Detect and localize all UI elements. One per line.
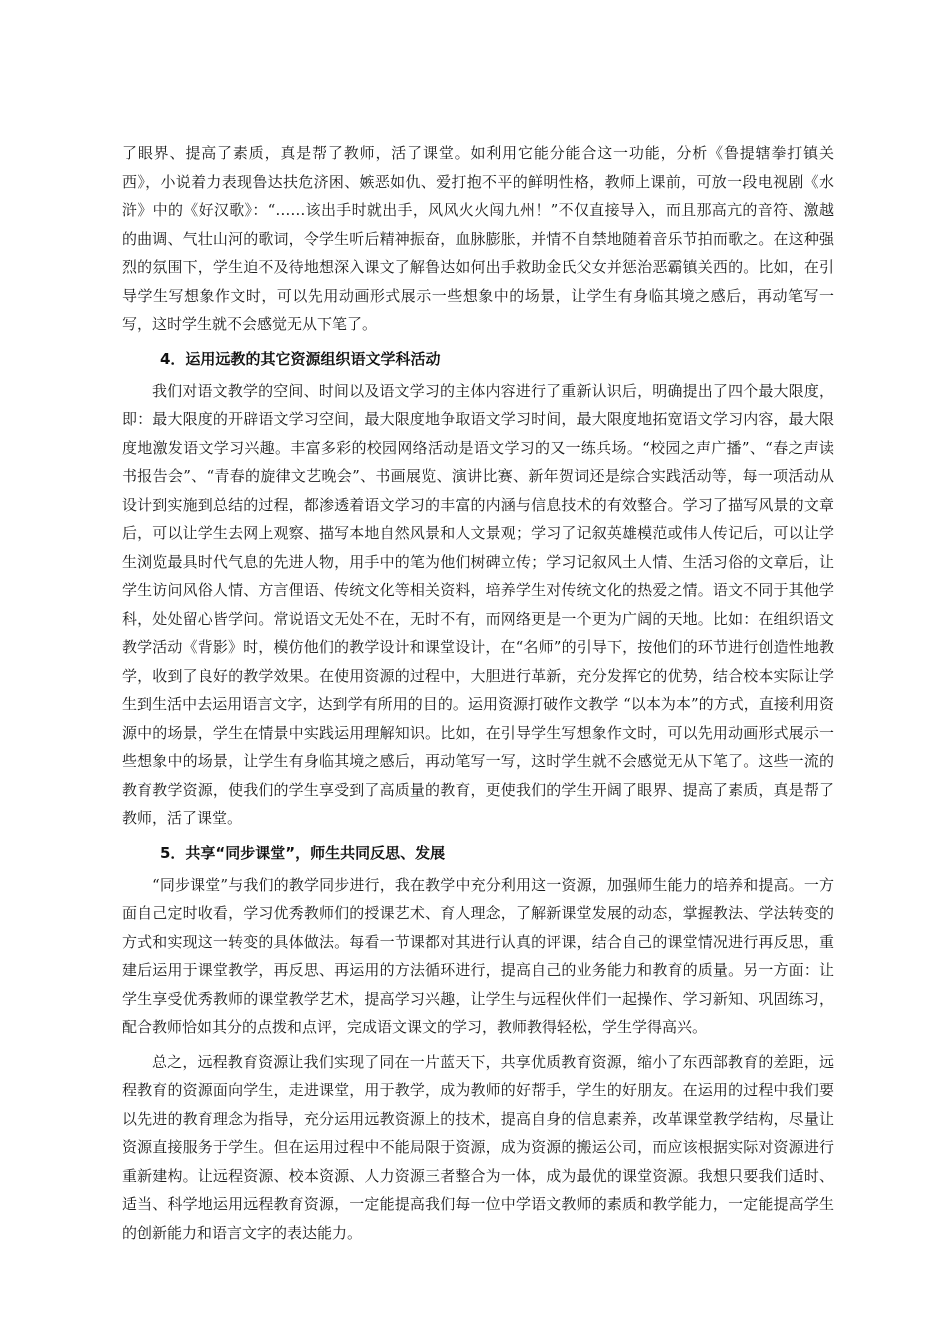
- paragraph-intro: 了眼界、提高了素质，真是帮了教师，活了课堂。如利用它能分能合这一功能，分析《鲁提辖拳打镇关西》，小说着力表现鲁达扶危济困、嫉恶如仇、爱打抱不平的鲜明性格，教师上课前，可放一段电视剧《水浒》中的《好汉歌》：“……该出手时就出手，风风火火闯九州！”不仅直接导入，而且那高亢的音符、激越的曲调、气壮山河的歌词，令学生听后精神振奋，血脉膨胀，并情不自禁地随着音乐节拍而歌之。在这种强烈的氛围下，学生迫不及待地想深入课文了解鲁达如何出手救助金氏父女并惩治恶霸镇关西的。比如，在引导学生写想象作文时，可以先用动画形式展示一些想象中的场景，让学生有身临其境之感后，再动笔写一写，这时学生就不会感觉无从下笔了。: [122, 144, 834, 333]
- paragraph-section-5: “同步课堂”与我们的教学同步进行，我在教学中充分利用这一资源，加强师生能力的培养和提高。一方面自己定时收看，学习优秀教师们的授课艺术、育人理念，了解新课堂发展的动态，掌握教法、学法转变的方式和实现这一转变的具体做法。每看一节课都对其进行认真的评课，结合自己的课堂情况进行再反思，重建后运用于课堂教学，再反思、再运用的方法循环进行，提高自己的业务能力和教育的质量。另一方面：让学生享受优秀教师的课堂教学艺术，提高学习兴趣，让学生与远程伙伴们一起操作、学习新知、巩固练习，配合教师恰如其分的点拨和点评，完成语文课文的学习，教师教得轻松，学生学得高兴。: [122, 875, 834, 1036]
- document-body: [122, 139, 834, 1247]
- paragraph-section-4: 我们对语文教学的空间、时间以及语文学习的主体内容进行了重新认识后，明确提出了四个最大限度，即：最大限度的开辟语文学习空间，最大限度地争取语文学习时间，最大限度地拓宽语文学习内容，最大限度地激发语文学习兴趣。丰富多彩的校园网络活动是语文学习的又一练兵场。“校园之声广播”、“春之声读书报告会”、“青春的旋律文艺晚会”、书画展览、演讲比赛、新年贺词还是综合实践活动等，每一项活动从设计到实施到总结的过程，都渗透着语文学习的丰富的内涵与信息技术的有效整合。学习了描写风景的文章后，可以让学生去网上观察、描写本地自然风景和人文景观；学习了记叙英雄模范或伟人传记后，可以让学生浏览最具时代气息的先进人物，用手中的笔为他们树碑立传；学习记叙风土人情、生活习俗的文章后，让学生访问风俗人情、方言俚语、传统文化等相关资料，培养学生对传统文化的热爱之情。语文不同于其他学科，处处留心皆学问。常说语文无处不在，无时不有，而网络更是一个更为广阔的天地。比如：在组织语文教学活动《背影》时，模仿他们的教学设计和课堂设计，在“名师”的引导下，按他们的环节进行创造性地教学，收到了良好的教学效果。在使用资源的过程中，大胆进行革新，充分发挥它的优势，结合校本实际让学生到生活中去运用语言文字，达到学有所用的目的。运用资源打破作文教学 “以本为本”的方式，直接利用资源中的场景，学生在情景中实践运用理解知识。比如，在引导学生写想象作文时，可以先用动画形式展示一些想象中的场景，让学生有身临其境之感后，再动笔写一写，这时学生就不会感觉无从下笔了。这些一流的教育教学资源，使我们的学生享受到了高质量的教育，更使我们的学生开阔了眼界、提高了素质，真是帮了教师，活了课堂。: [122, 381, 834, 827]
- paragraph-summary: 总之，远程教育资源让我们实现了同在一片蓝天下，共享优质教育资源，缩小了东西部教育的差距，远程教育的资源面向学生，走进课堂，用于教学，成为教师的好帮手，学生的好朋友。在运用的过程中我们要以先进的教育理念为指导，充分运用远教资源上的技术，提高自身的信息素养，改革课堂教学结构，尽量让资源直接服务于学生。但在运用过程中不能局限于资源，成为资源的搬运公司，而应该根据实际对资源进行重新建构。让远程资源、校本资源、人力资源三者整合为一体，成为最优的课堂资源。我想只要我们适时、适当、科学地运用远程教育资源，一定能提高我们每一位中学语文教师的素质和教学能力，一定能提高学生的创新能力和语言文字的表达能力。: [122, 1052, 834, 1242]
- section-heading-4: 4．运用远教的其它资源组织语文学科活动: [160, 349, 441, 368]
- section-heading-5: 5．共享“同步课堂”，师生共同反思、发展: [160, 843, 446, 862]
